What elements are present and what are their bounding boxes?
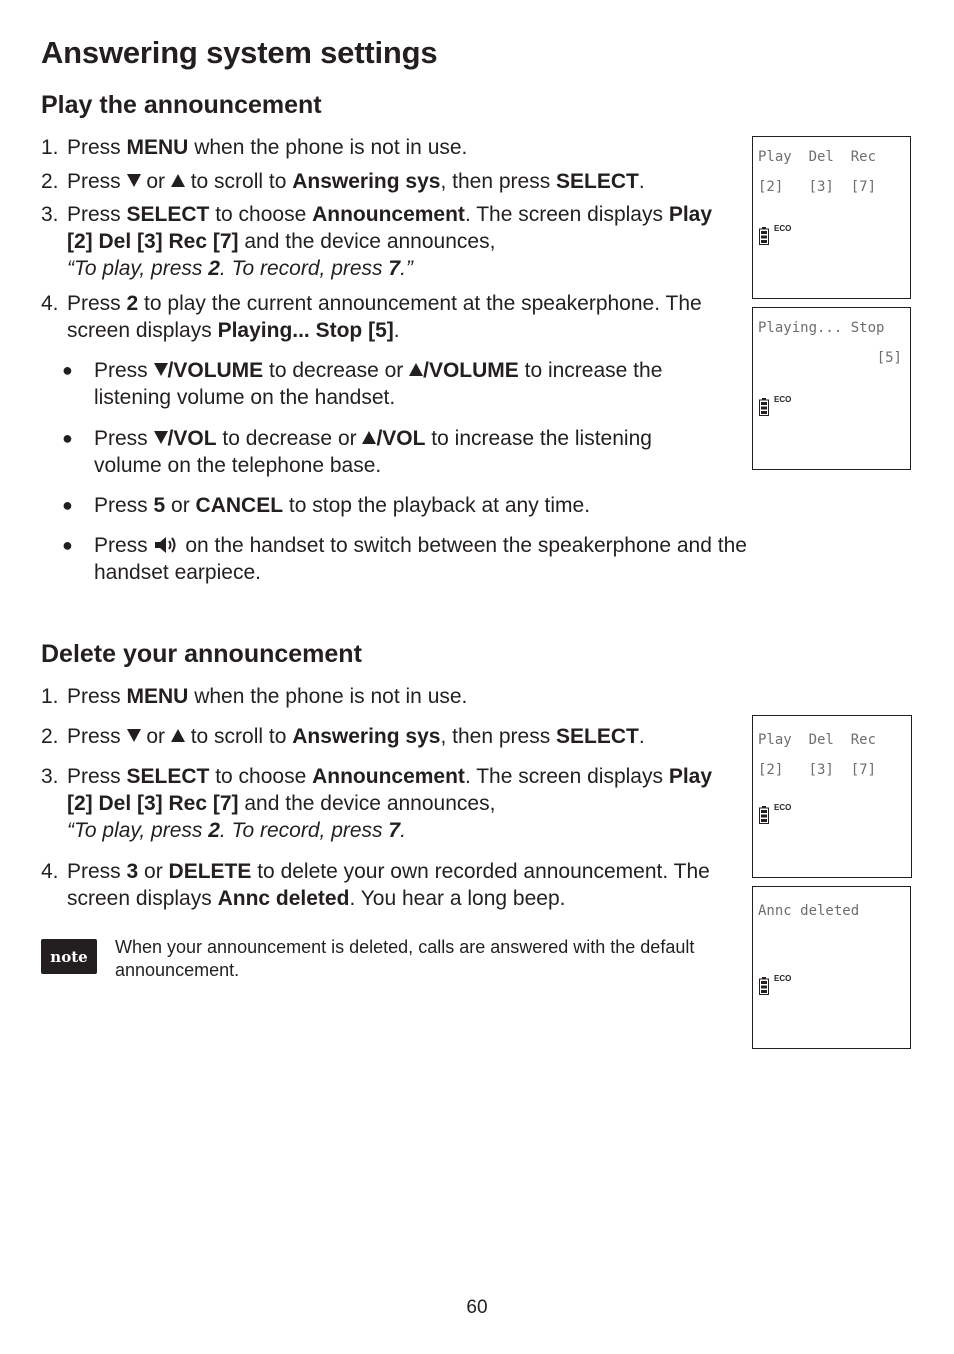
announcement-quote: .” — [400, 257, 413, 280]
step-text: and the device announces, — [238, 792, 496, 815]
eco-indicator: ECO — [774, 974, 792, 983]
delete-step-1 — [41, 683, 721, 710]
note-badge: note — [41, 939, 97, 974]
step-text: Press — [94, 359, 154, 382]
key-select: SELECT — [556, 725, 639, 748]
step-text: to stop the playback at any time. — [283, 494, 591, 517]
step-text: to increase the listening volume on the handset. — [94, 359, 663, 409]
up-arrow-icon — [409, 363, 423, 376]
section-heading-play: Play the announcement — [41, 91, 322, 119]
announcement-quote: “To play, press — [67, 257, 209, 280]
key-select: SELECT — [126, 765, 210, 788]
down-arrow-icon — [154, 431, 168, 444]
step-text: Press — [67, 136, 127, 159]
step-text: to choose — [209, 765, 313, 788]
step-number: 3. — [41, 765, 59, 788]
menu-answering-sys: Answering sys — [292, 725, 441, 748]
play-bullet-base-volume — [62, 425, 722, 479]
key-7: 7 — [388, 257, 401, 280]
play-step-2 — [41, 168, 721, 195]
bullet-dot: ● — [62, 428, 73, 448]
step-number: 1. — [41, 685, 59, 708]
step-text: and the device announces, — [238, 230, 496, 253]
bullet-dot: ● — [62, 535, 73, 555]
play-bullet-stop — [62, 492, 802, 519]
step-text: , then press — [440, 170, 557, 193]
menu-announcement: Announcement — [312, 765, 465, 788]
handset-screen-playing — [752, 307, 911, 470]
step-text: to choose — [209, 203, 313, 226]
step-text: . — [638, 170, 645, 193]
page-number: 60 — [466, 1297, 488, 1318]
bullet-dot: ● — [62, 360, 73, 380]
step-text: . The screen displays — [464, 203, 669, 226]
battery-icon — [759, 398, 769, 416]
delete-step-4 — [41, 858, 721, 912]
key-5: 5 — [153, 494, 166, 517]
step-text: . You hear a long beep. — [349, 887, 566, 910]
step-text: Press — [94, 494, 154, 517]
step-number: 2. — [41, 170, 59, 193]
step-number: 2. — [41, 725, 59, 748]
step-text: Press — [67, 765, 127, 788]
step-text: Press — [67, 203, 127, 226]
eco-indicator: ECO — [774, 395, 792, 404]
step-text: Press — [94, 534, 154, 557]
screen-row: [2] [3] [7] — [758, 762, 877, 778]
delete-step-2 — [41, 723, 721, 750]
screen-row: [5] — [876, 350, 902, 366]
step-text: to scroll to — [184, 170, 293, 193]
key-7: 7 — [388, 819, 401, 842]
key-menu: MENU — [126, 136, 189, 159]
key-menu: MENU — [126, 685, 189, 708]
step-text: Press — [67, 170, 127, 193]
announcement-quote: . — [400, 819, 406, 842]
screen-text: Play [2] Del [3] Rec [7] — [67, 203, 713, 253]
play-bullet-handset-volume — [62, 357, 722, 411]
delete-step-3 — [41, 763, 721, 844]
screen-text: Playing... Stop [5] — [217, 319, 394, 342]
announcement-quote: . To record, press — [219, 819, 389, 842]
step-text: to delete your own recorded announcement. The screen displays — [67, 860, 710, 910]
step-text: to increase the listening volume on the telephone base. — [94, 427, 652, 477]
step-text: to decrease or — [263, 359, 410, 382]
play-step-4 — [41, 290, 721, 344]
step-text: Press — [94, 427, 154, 450]
section-heading-delete: Delete your announcement — [41, 640, 362, 668]
screen-row: Play Del Rec — [758, 149, 877, 165]
step-text: . — [393, 319, 400, 342]
down-arrow-icon — [127, 729, 141, 742]
announcement-quote: . To record, press — [219, 257, 389, 280]
key-2: 2 — [126, 292, 139, 315]
eco-indicator: ECO — [774, 224, 792, 233]
screen-row: [2] [3] [7] — [758, 179, 877, 195]
step-text: to decrease or — [216, 427, 363, 450]
key-select: SELECT — [126, 203, 210, 226]
announcement-quote: “To play, press — [67, 819, 209, 842]
step-text: to play the current announcement at the speakerphone. The screen displays — [67, 292, 702, 342]
step-text: Press — [67, 725, 127, 748]
step-text: , then press — [440, 725, 557, 748]
menu-announcement: Announcement — [312, 203, 465, 226]
step-text: or — [140, 725, 171, 748]
step-text: Press — [67, 860, 127, 883]
battery-icon — [759, 977, 769, 995]
battery-icon — [759, 806, 769, 824]
step-text: or — [165, 494, 196, 517]
page-title: Answering system settings — [41, 35, 438, 70]
step-text: or — [138, 860, 169, 883]
handset-screen-delete-menu — [752, 715, 912, 878]
down-arrow-icon — [154, 363, 168, 376]
screen-text: Annc deleted — [217, 887, 350, 910]
up-arrow-icon — [171, 729, 185, 742]
screen-row: Playing... Stop — [758, 320, 885, 336]
key-volume-up: /VOLUME — [423, 359, 519, 382]
handset-screen-annc-deleted — [752, 886, 911, 1049]
screen-row: Annc deleted — [758, 903, 860, 919]
handset-screen-play-menu — [752, 136, 911, 299]
step-text: Press — [67, 292, 127, 315]
battery-icon — [759, 227, 769, 245]
speaker-icon — [154, 535, 180, 555]
step-number: 3. — [41, 203, 59, 226]
key-volume-down: /VOLUME — [167, 359, 264, 382]
play-step-1 — [41, 134, 721, 161]
key-cancel: CANCEL — [195, 494, 284, 517]
key-vol-down: /VOL — [167, 427, 217, 450]
step-text: or — [140, 170, 171, 193]
step-text: . The screen displays — [464, 765, 669, 788]
screen-row: Play Del Rec — [758, 732, 877, 748]
step-text: to scroll to — [184, 725, 293, 748]
key-2: 2 — [208, 819, 220, 842]
step-text: when the phone is not in use. — [188, 685, 468, 708]
step-text: . — [638, 725, 645, 748]
step-text: when the phone is not in use. — [188, 136, 468, 159]
step-text: Press — [67, 685, 127, 708]
play-step-3 — [41, 201, 721, 282]
down-arrow-icon — [127, 174, 141, 187]
key-delete: DELETE — [168, 860, 252, 883]
play-bullet-speaker — [62, 532, 802, 586]
screen-text: Play [2] Del [3] Rec [7] — [67, 765, 713, 815]
menu-answering-sys: Answering sys — [292, 170, 441, 193]
step-number: 4. — [41, 292, 59, 315]
step-text: on the handset to switch between the speakerphone and the handset earpiece. — [94, 534, 747, 584]
up-arrow-icon — [171, 174, 185, 187]
key-2: 2 — [208, 257, 220, 280]
note-text: When your announcement is deleted, calls are answered with the default announcement. — [115, 937, 695, 980]
bullet-dot: ● — [62, 495, 73, 515]
key-3: 3 — [126, 860, 139, 883]
key-select: SELECT — [556, 170, 639, 193]
eco-indicator: ECO — [774, 803, 792, 812]
step-number: 1. — [41, 136, 59, 159]
up-arrow-icon — [362, 431, 376, 444]
key-vol-up: /VOL — [376, 427, 426, 450]
step-number: 4. — [41, 860, 59, 883]
